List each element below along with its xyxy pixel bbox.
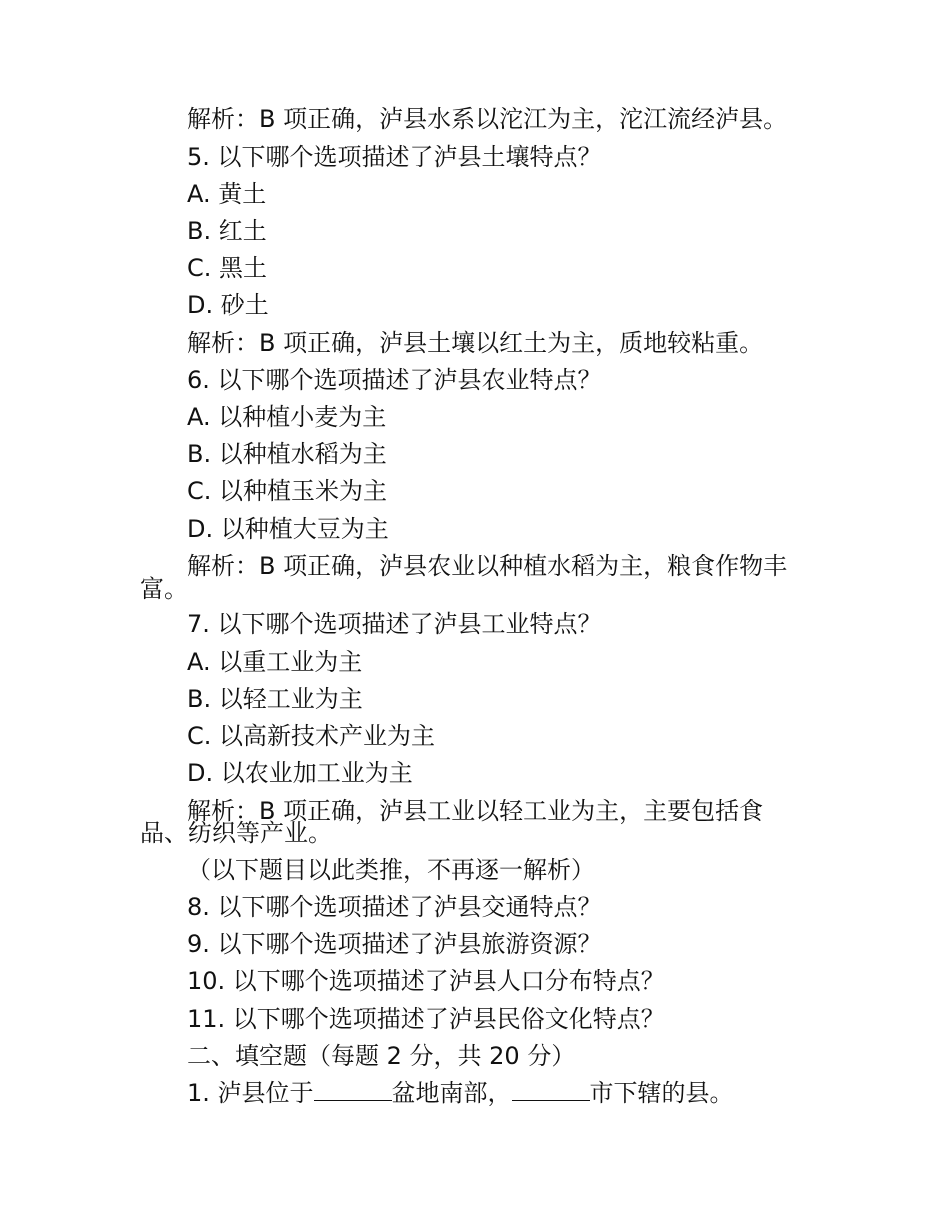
section-heading-fill: 二、填空题（每题 2 分，共 20 分）: [187, 1042, 576, 1070]
analysis-q4: 解析：B 项正确，泸县水系以沱江为主，沱江流经泸县。: [187, 105, 788, 133]
analysis-q6-cont: 富。: [140, 575, 188, 603]
fill-question-1: [187, 1078, 734, 1108]
question-8: 8. 以下哪个选项描述了泸县交通特点？: [187, 893, 602, 921]
question-7: 7. 以下哪个选项描述了泸县工业特点？: [187, 610, 602, 638]
option-6b: B. 以种植水稻为主: [187, 440, 387, 468]
option-7c: C. 以高新技术产业为主: [187, 722, 436, 750]
note-line: （以下题目以此类推，不再逐一解析）: [187, 856, 595, 884]
analysis-q7-cont: 品、纺织等产业。: [140, 819, 332, 847]
fill-q1-part3: 市下辖的县。: [589, 1079, 734, 1107]
question-6: 6. 以下哪个选项描述了泸县农业特点？: [187, 366, 602, 394]
analysis-q6: 解析：B 项正确，泸县农业以种植水稻为主，粮食作物丰: [187, 552, 788, 580]
option-7a: A. 以重工业为主: [187, 648, 363, 676]
option-6a: A. 以种植小麦为主: [187, 403, 387, 431]
question-11: 11. 以下哪个选项描述了泸县民俗文化特点？: [187, 1005, 665, 1033]
fill-blank-1[interactable]: [314, 1078, 392, 1101]
fill-q1-part1: 1. 泸县位于: [187, 1079, 314, 1107]
option-5d: D. 砂土: [187, 291, 269, 319]
question-9: 9. 以下哪个选项描述了泸县旅游资源？: [187, 930, 602, 958]
option-7b: B. 以轻工业为主: [187, 685, 363, 713]
fill-q1-part2: 盆地南部，: [391, 1079, 512, 1107]
option-5b: B. 红土: [187, 217, 267, 245]
option-5c: C. 黑土: [187, 254, 268, 282]
analysis-q5: 解析：B 项正确，泸县土壤以红土为主，质地较粘重。: [187, 329, 764, 357]
question-5: 5. 以下哪个选项描述了泸县土壤特点？: [187, 143, 602, 171]
option-6c: C. 以种植玉米为主: [187, 477, 388, 505]
option-6d: D. 以种植大豆为主: [187, 515, 389, 543]
fill-blank-2[interactable]: [512, 1078, 590, 1101]
question-10: 10. 以下哪个选项描述了泸县人口分布特点？: [187, 967, 665, 995]
option-5a: A. 黄土: [187, 180, 267, 208]
analysis-q7: 解析：B 项正确，泸县工业以轻工业为主，主要包括食: [187, 797, 764, 825]
option-7d: D. 以农业加工业为主: [187, 759, 413, 787]
